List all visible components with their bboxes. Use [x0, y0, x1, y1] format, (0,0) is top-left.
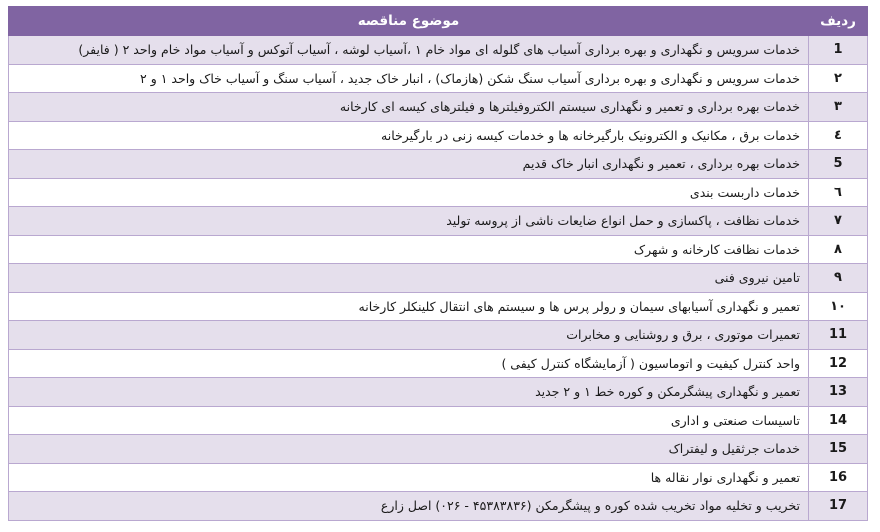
tender-topic: خدمات داربست بندی [9, 178, 809, 207]
tender-topic: واحد کنترل کیفیت و اتوماسیون ( آزمایشگاه کنترل کیفی ) [9, 349, 809, 378]
table-header-row [9, 7, 868, 36]
table-row [9, 292, 868, 321]
tender-topic: خدمات سرویس و نگهداری و بهره برداری آسیاب های گلوله ای مواد خام ۱ ،آسیاب لوشه ، آسیاب آتوکس و آسیاب مواد خام واحد ۲ ( فایفر) [9, 36, 809, 65]
tender-topic: تعمیر و نگهداری نوار نقاله ها [9, 463, 809, 492]
table-row [9, 321, 868, 350]
tender-topic: خدمات نظافت ، پاکسازی و حمل انواع ضایعات ناشی از پروسه تولید [9, 207, 809, 236]
row-number: ۱۰ [809, 292, 868, 321]
row-number: ۸ [809, 235, 868, 264]
row-number: ۳ [809, 93, 868, 122]
table-row [9, 492, 868, 521]
table-row [9, 378, 868, 407]
row-number: 5 [809, 150, 868, 179]
table-row [9, 235, 868, 264]
tender-topic: خدمات جرثقیل و لیفتراک [9, 435, 809, 464]
table-row [9, 463, 868, 492]
tender-topic: خدمات برق ، مکانیک و الکترونیک بارگیرخانه ها و خدمات کیسه زنی در بارگیرخانه [9, 121, 809, 150]
header-row-number: ردیف [809, 7, 868, 36]
table-row [9, 406, 868, 435]
tender-topic: خدمات نظافت کارخانه و شهرک [9, 235, 809, 264]
table-row [9, 93, 868, 122]
table-row [9, 36, 868, 65]
tender-topic: خدمات بهره برداری ، تعمیر و نگهداری انبار خاک قدیم [9, 150, 809, 179]
row-number: 17 [809, 492, 868, 521]
row-number: 13 [809, 378, 868, 407]
row-number: ٤ [809, 121, 868, 150]
tender-table [8, 6, 868, 521]
table-row [9, 264, 868, 293]
tender-topic: تعمیرات موتوری ، برق و روشنایی و مخابرات [9, 321, 809, 350]
tender-topic: تعمیر و نگهداری آسیابهای سیمان و رولر پرس ها و سیستم های انتقال کلینکلر کارخانه [9, 292, 809, 321]
table-row [9, 178, 868, 207]
tender-topic: تخریب و تخلیه مواد تخریب شده کوره و پیشگرمکن (۴۵۳۸۳۸۳۶ - ۰۲۶) اصل زارع [9, 492, 809, 521]
table-row [9, 435, 868, 464]
row-number: 11 [809, 321, 868, 350]
row-number: 12 [809, 349, 868, 378]
row-number: 14 [809, 406, 868, 435]
table-row [9, 207, 868, 236]
tender-topic: تاسیسات صنعتی و اداری [9, 406, 809, 435]
table-row [9, 121, 868, 150]
row-number: 16 [809, 463, 868, 492]
header-tender-topic: موضوع مناقصه [9, 7, 809, 36]
tender-topic: خدمات بهره برداری و تعمیر و نگهداری سیستم الکتروفیلترها و فیلترهای کیسه ای کارخانه [9, 93, 809, 122]
table-row [9, 349, 868, 378]
row-number: ۹ [809, 264, 868, 293]
table-row [9, 150, 868, 179]
table-body [9, 36, 868, 521]
tender-topic: تامین نیروی فنی [9, 264, 809, 293]
row-number: 1 [809, 36, 868, 65]
tender-topic: خدمات سرویس و نگهداری و بهره برداری آسیاب سنگ شکن (هازماک) ، انبار خاک جدید ، آسیاب سنگ و آسیاب خاک واحد ۱ و ۲ [9, 64, 809, 93]
table-row [9, 64, 868, 93]
row-number: ۲ [809, 64, 868, 93]
row-number: ۷ [809, 207, 868, 236]
tender-topic: تعمیر و نگهداری پیشگرمکن و کوره خط ۱ و ۲ جدید [9, 378, 809, 407]
row-number: ٦ [809, 178, 868, 207]
row-number: 15 [809, 435, 868, 464]
